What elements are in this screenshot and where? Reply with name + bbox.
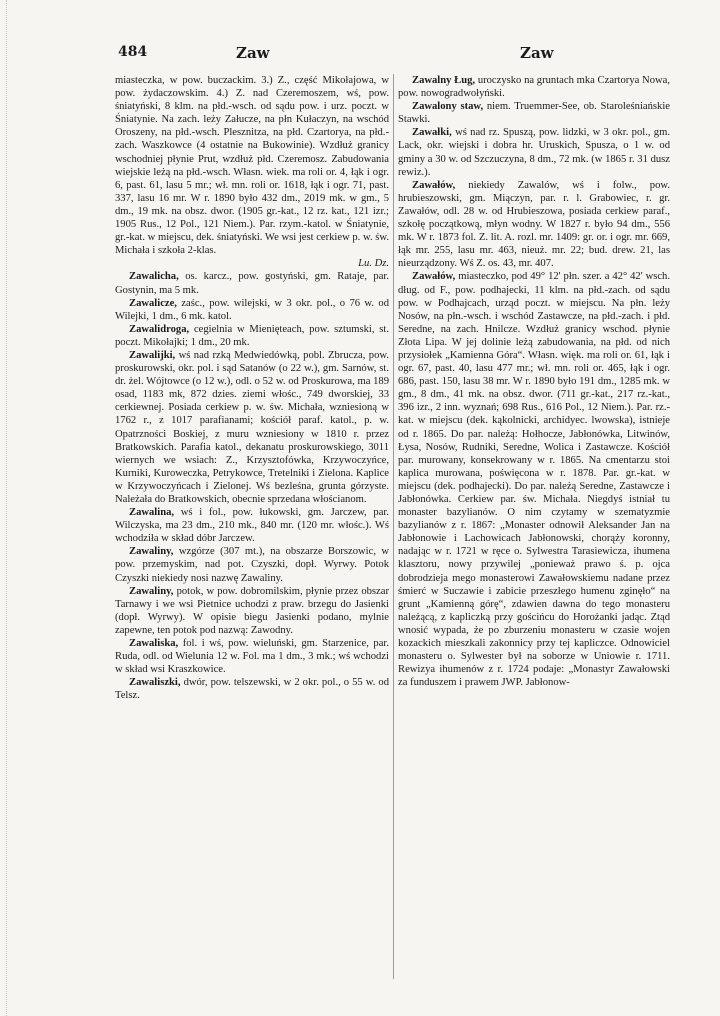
entry-headword: Zawałki, [412,127,452,139]
column-divider [393,74,394,979]
entry-headword: Zawałów, [412,271,456,283]
entry-text: wś nad rz. Spuszą, pow. lidzki, w 3 okr. pol., gm. Lack, okr. wiejski i dobra hr. Uruskich, Spusza, o 1 w. od gminy a 30 w. od Szczuczyna, 8 dm., 72 mk. (w 1865 r. 31 dusz rewiz.). [398,127,670,178]
dictionary-entry [398,74,670,100]
running-head-left: Zaw [236,44,270,62]
page-number: 484 [118,44,148,60]
dictionary-entry [115,585,389,637]
entry-text: uroczysko na gruntach mka Czartorya Nowa, pow. nowogradwołyński. [398,75,670,100]
dictionary-entry [398,126,670,178]
entry-text: niekiedy Zawalów, wś i folw., pow. hrubieszowski, gm. Miączyn, par. r. l. Grabowiec, r. gr. Zawałów, odl. 28 w. od Hrubieszowa, posiada cerkiew paraf., szkołę początkową, młyn wodny. W 1827 r. było 94 dm., 556 mk. W r. 1873 fol. Z. lit. A. rozl. mr. 1409: gr. or. i ogr. mr. 669, łąk mr. 255, lasu mr. 463, nieuż. mr. 22; bud. drew. 21, las nieurządzony. Wś Z. os. 43, mr. 407. [398,179,670,270]
entry-text: miasteczka, w pow. buczackim. 3.) Z., część Mikołajowa, w pow. żydaczowskim. 4.) Z. nad Czeremoszem, wś, pow. śniatyński, 8 klm. na płd.-wsch. od sądu pow. i urz. poczt. w Śniatynie. Na zach. leży Załucze, na płn Kułaczyn, na wschód Oroszeny, na płd.-wsch. Plesznitza, na płd. Czartorya, na płd.-zach. Waszkowce (4 ostatnie na Bukowinie). Wzdłuż granicy wschodniej płynie Prut, wzdłuż płd. Czeremosz. Zabudowania wiejskie leżą na płd.-wsch. Własn. wiek. ma roli or. 4, łąk i ogr. 6, past. 61, lasu 5 mr.; wł. mn. roli or. 1618, łąk i ogr. 71, past. 337, lasu 16 mr. W r. 1890 było 432 dm., 2019 mk. w gm., 5 dm., 19 mk. na obsz. dwor. (1905 gr.-kat., 12 rz. kat., 121 izr.; 1905 Rus., 12 Pol., 121 Niem.). Par. rzym.-katol. w Śniatynie, gr.-kat. w miejscu, dek. śniatyński. We wsi jest cerkiew p. w. św. Michała i szkoła 2-klas. [115,75,389,257]
entry-headword: Zawaliska, [129,638,179,650]
dictionary-entry [398,100,670,126]
page-header [0,44,720,64]
dictionary-entry [398,270,670,689]
entry-text: wś nad rzką Medwiedówką, pobl. Zbrucza, pow. proskurowski, okr. pol. i sąd Satanów (o 22 w.), gm. Sarnów, st. dr. żel. Wójtowce (o 12 w.), odl. o 52 w. od Proskurowa, ma 189 osad, 1183 mk, 872 dzies. ziemi włośc., 749 dworskiej, 33 cerkiewnej. Posiada cerkiew p. w. św. Michała, wzniesioną w 1762 r., z 1017 parafianami; kościół paraf. katol., p. w. Opatrzności Boskiej, z muru wzniesiony w 1810 r. przez Bratkowskich. Parafia katol., dekanatu proskurowskiego, 3011 wiernych we wsiach: Z., Krzysztofówka, Krzywoczyńce, Kurniki, Kuroweczka, Petrykowce, Tretelniki i Zielona. Kaplice w Krzywoczyńcach i Zielonej. Wś bezleśna, grunta górzyste. Należała do Bratkowskich, obecnie sprzedana włościanom. [115,349,389,505]
dictionary-entry [115,270,389,296]
entry-headword: Zawalny Ług, [412,75,476,86]
entry-text: wś i fol., pow. łukowski, gm. Jarczew, par. Wilczyska, ma 23 dm., 210 mk., 840 mr. (120 mr. włośc.). Wś wchodziła w skład dóbr Jarczew. [115,507,389,545]
entry-signature: Lu. Dz. [358,258,389,270]
dictionary-entry [115,676,389,702]
right-column [398,74,670,1004]
entry-headword: Zawaliszki, [129,677,181,689]
entry-headword: Zawalijki, [129,349,176,361]
entry-text: os. karcz., pow. gostyński, gm. Rataje, par. Gostynin, ma 5 mk. [115,271,389,296]
entry-text: zaśc., pow. wilejski, w 3 okr. pol., o 76 w. od Wilejki, 1 dm., 6 mk. katol. [115,297,389,322]
entry-headword: Zawalidroga, [129,323,190,335]
entry-text: dwór, pow. telszewski, w 2 okr. pol., o 55 w. od Telsz. [115,677,389,702]
left-column [115,74,389,1004]
dictionary-entry [115,297,389,323]
running-head-right: Zaw [520,44,554,62]
dictionary-entry [115,74,389,270]
entry-headword: Zawaliny, [129,585,174,597]
entry-text: potok, w pow. dobromilskim, płynie przez obszar Tarnawy i we wsi Pietnice uchodzi z praw. brzegu do Jasienki (dopł. Wyrwy). W opisie biegu Jasienki podano, mylnie zapewne, ten potok pod nazwą: Zawodny. [115,585,389,636]
entry-text: niem. Truemmer-See, ob. Staroleśniańskie Stawki. [398,101,670,126]
entry-headword: Zawalicze, [129,297,177,309]
dictionary-entry [115,545,389,584]
dictionary-entry [115,349,389,506]
dictionary-entry [115,323,389,349]
dictionary-entry [115,637,389,676]
dictionary-entry [398,179,670,271]
entry-text: cegielnia w Mienięteach, pow. sztumski, st. poczt. Mikołajki; 1 dm., 20 mk. [115,323,389,348]
entry-headword: Zawalony staw, [412,101,484,113]
entry-headword: Zawaliny, [129,546,174,558]
dictionary-entry [115,506,389,545]
binding-margin [6,0,8,1016]
entry-headword: Zawalina, [129,507,175,519]
entry-headword: Zawałów, [412,179,456,191]
entry-text: wzgórze (307 mt.), na obszarze Borszowic, w pow. przemyskim, nad pot. Czyszki, dopł. Wyrwy. Potok Czyszki niekiedy nosi nazwę Zawaliny. [115,546,389,584]
entry-text: miasteczko, pod 49° 12' płn. szer. a 42° 42' wsch. dług. od F., pow. podhajecki, 11 klm. na płd.-zach. od sądu pow. w Podhajcach, urząd poczt. w miejscu. Na płn. leży Nosów, na płn.-wsch. i wschód Zastawcze, na płd.-zach. i płd. Seredne, na zach. Hnilcze. Wzdłuż granicy wschod. płynie Złota Lipa. W jej dolinie leżą zabudowania, na płd. od nich przysiołek „Kamienna Góra“. Własn. więk. ma roli or. 61, łąk i ogr. 67, past. 40, lasu 477 mr.; wł. mn. roli or. 465, łąk i ogr. 686, past. 150, lasu 38 mr. W r. 1890 było 191 dm., 1285 mk. w gm., 8 dm., 41 mk. na obsz. dwor. (711 gr.-kat., 217 rz.-kat., 396 izr., 2 inn. wyznań; 698 Rus., 616 Pol., 12 Niem.). Par. rz.-kat. w miejscu (dek. kąkolnicki, archidyec. lwowska), istnieje od r. 1865. Do par. należą: Hołhocze, Jabłonówka, Litwinów, Łysa, Nosów, Rudniki, Seredne, Wolica i Zastawcze. Kościół par. murowany, konsekrowany w r. 1865. Na cmentarzu stoi kaplica murowana, poświęcona w r. 1878. Par. gr.-kat. w miejscu (dek. podhajecki). Do par. należą Seredne, Zastawcze i Jabłonówka. Cerkiew par. św. Michała. Niegdyś istniał tu monaster bazylianów. O nim czytamy w szematyzmie bazylianów z r. 1867: „Monaster odnowił Aleksander Jan na Jabłonowie i Lachowicach Jabłonowski, chorąży koronny, nadając w r. 1721 w ręce o. Sylwestra Tarasiewicza, ihumena klasztoru, nowy przywilej „ponieważ prawo ś. p. ojca dobrodzieja mego monasterowi Zawałowskiemu nadane przez śmierć w Suczawie i zabicie przeszłego humenu zginęło“ na grunt „Kamienną górę“, zdawien dawna do tego monasteru należącą, z kapliczką przy gościńcu do Horożanki jadąc. Ztąd wnosić wypada, że po zburzeniu monasteru w czasie wojen kozackich mieszkali zakonnicy przy tej kapliczce. Odnowiciel monasteru o. Sylwester był na soborze w Uniowie r. 1711. Rewizya ihumenów z r. 1724 podaje: „Monastyr Zawałowski za funduszem i prawem JWP. Jabłonow- [398,271,670,689]
entry-text: fol. i wś, pow. wieluński, gm. Starzenice, par. Ruda, odl. od Wielunia 12 w. Fol. ma 1 dm., 3 mk.; wś wchodzi w skład wsi Kraszkowice. [115,638,389,676]
entry-headword: Zawalicha, [129,271,179,283]
